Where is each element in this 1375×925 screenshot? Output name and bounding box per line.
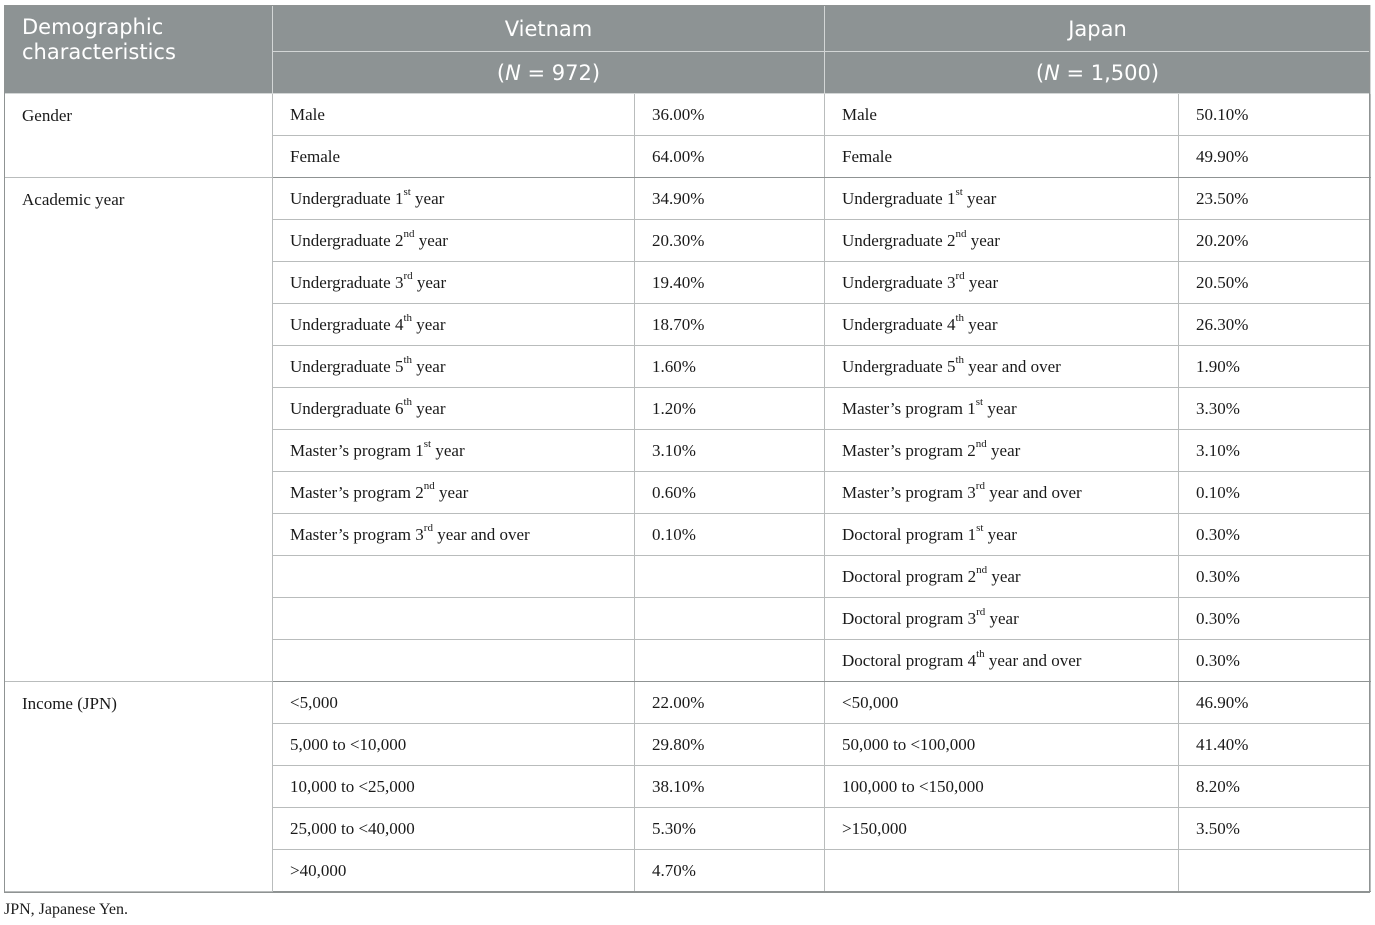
- vietnam-item-cell: >40,000: [273, 850, 635, 892]
- vietnam-item-cell: 10,000 to <25,000: [273, 766, 635, 808]
- japan-item-cell: Female: [825, 136, 1179, 178]
- vietnam-item-cell: Master’s program 2nd year: [273, 472, 635, 514]
- japan-value-cell: 0.30%: [1179, 556, 1371, 598]
- vietnam-item-cell: [273, 556, 635, 598]
- category-cell: Gender: [5, 94, 273, 178]
- category-cell: Income (JPN): [5, 682, 273, 892]
- vietnam-value-cell: [635, 640, 825, 682]
- table-row: [5, 682, 1371, 724]
- japan-value-cell: 20.50%: [1179, 262, 1371, 304]
- japan-item-cell: [825, 850, 1179, 892]
- vietnam-value-cell: 22.00%: [635, 682, 825, 724]
- vietnam-item-cell: Undergraduate 1st year: [273, 178, 635, 220]
- japan-value-cell: 8.20%: [1179, 766, 1371, 808]
- japan-value-cell: 23.50%: [1179, 178, 1371, 220]
- japan-item-cell: Doctoral program 2nd year: [825, 556, 1179, 598]
- japan-item-cell: Undergraduate 4th year: [825, 304, 1179, 346]
- vietnam-value-cell: [635, 598, 825, 640]
- japan-value-cell: 49.90%: [1179, 136, 1371, 178]
- category-cell: Academic year: [5, 178, 273, 682]
- table-row: [5, 94, 1371, 136]
- vietnam-value-cell: 36.00%: [635, 94, 825, 136]
- vietnam-value-cell: 34.90%: [635, 178, 825, 220]
- japan-item-cell: Undergraduate 2nd year: [825, 220, 1179, 262]
- vietnam-item-cell: Undergraduate 6th year: [273, 388, 635, 430]
- vietnam-item-cell: Master’s program 3rd year and over: [273, 514, 635, 556]
- demographic-characteristics-header: Demographic characteristics: [5, 6, 273, 94]
- japan-value-cell: 26.30%: [1179, 304, 1371, 346]
- vietnam-value-cell: 18.70%: [635, 304, 825, 346]
- vietnam-item-cell: [273, 640, 635, 682]
- vietnam-item-cell: [273, 598, 635, 640]
- japan-item-cell: <50,000: [825, 682, 1179, 724]
- vietnam-value-cell: 29.80%: [635, 724, 825, 766]
- japan-item-cell: Undergraduate 3rd year: [825, 262, 1179, 304]
- japan-item-cell: 50,000 to <100,000: [825, 724, 1179, 766]
- japan-item-cell: Undergraduate 1st year: [825, 178, 1179, 220]
- japan-value-cell: 41.40%: [1179, 724, 1371, 766]
- japan-item-cell: Doctoral program 3rd year: [825, 598, 1179, 640]
- japan-item-cell: Master’s program 3rd year and over: [825, 472, 1179, 514]
- japan-item-cell: Master’s program 2nd year: [825, 430, 1179, 472]
- table-footnote: JPN, Japanese Yen.: [4, 901, 128, 918]
- vietnam-item-cell: Male: [273, 94, 635, 136]
- japan-item-cell: Male: [825, 94, 1179, 136]
- vietnam-value-cell: 0.60%: [635, 472, 825, 514]
- demographics-table: [4, 5, 1371, 892]
- vietnam-value-cell: 20.30%: [635, 220, 825, 262]
- japan-value-cell: 20.20%: [1179, 220, 1371, 262]
- vietnam-value-cell: 1.20%: [635, 388, 825, 430]
- vietnam-value-cell: 0.10%: [635, 514, 825, 556]
- vietnam-value-cell: 64.00%: [635, 136, 825, 178]
- vietnam-item-cell: 25,000 to <40,000: [273, 808, 635, 850]
- japan-value-cell: 0.30%: [1179, 598, 1371, 640]
- vietnam-item-cell: Undergraduate 5th year: [273, 346, 635, 388]
- vietnam-value-cell: [635, 556, 825, 598]
- japan-value-cell: 1.90%: [1179, 346, 1371, 388]
- japan-value-cell: 50.10%: [1179, 94, 1371, 136]
- vietnam-value-cell: 3.10%: [635, 430, 825, 472]
- japan-value-cell: 3.50%: [1179, 808, 1371, 850]
- japan-header: Japan: [825, 6, 1371, 52]
- vietnam-item-cell: Undergraduate 4th year: [273, 304, 635, 346]
- japan-value-cell: 0.10%: [1179, 472, 1371, 514]
- table-row: [5, 178, 1371, 220]
- japan-item-cell: Doctoral program 1st year: [825, 514, 1179, 556]
- table-header: [5, 6, 1371, 94]
- vietnam-value-cell: 19.40%: [635, 262, 825, 304]
- vietnam-item-cell: Undergraduate 2nd year: [273, 220, 635, 262]
- japan-value-cell: 3.30%: [1179, 388, 1371, 430]
- vietnam-item-cell: 5,000 to <10,000: [273, 724, 635, 766]
- vietnam-value-cell: 4.70%: [635, 850, 825, 892]
- japan-item-cell: >150,000: [825, 808, 1179, 850]
- vietnam-item-cell: Female: [273, 136, 635, 178]
- vietnam-value-cell: 5.30%: [635, 808, 825, 850]
- japan-sample-size: (N = 1,500): [825, 52, 1371, 94]
- japan-value-cell: [1179, 850, 1371, 892]
- vietnam-item-cell: Master’s program 1st year: [273, 430, 635, 472]
- japan-value-cell: 0.30%: [1179, 514, 1371, 556]
- vietnam-sample-size: (N = 972): [273, 52, 825, 94]
- japan-value-cell: 0.30%: [1179, 640, 1371, 682]
- japan-item-cell: Master’s program 1st year: [825, 388, 1179, 430]
- japan-item-cell: 100,000 to <150,000: [825, 766, 1179, 808]
- japan-value-cell: 46.90%: [1179, 682, 1371, 724]
- vietnam-header: Vietnam: [273, 6, 825, 52]
- vietnam-value-cell: 1.60%: [635, 346, 825, 388]
- vietnam-item-cell: Undergraduate 3rd year: [273, 262, 635, 304]
- vietnam-item-cell: <5,000: [273, 682, 635, 724]
- japan-item-cell: Undergraduate 5th year and over: [825, 346, 1179, 388]
- table-body: [5, 94, 1371, 892]
- japan-value-cell: 3.10%: [1179, 430, 1371, 472]
- japan-item-cell: Doctoral program 4th year and over: [825, 640, 1179, 682]
- vietnam-value-cell: 38.10%: [635, 766, 825, 808]
